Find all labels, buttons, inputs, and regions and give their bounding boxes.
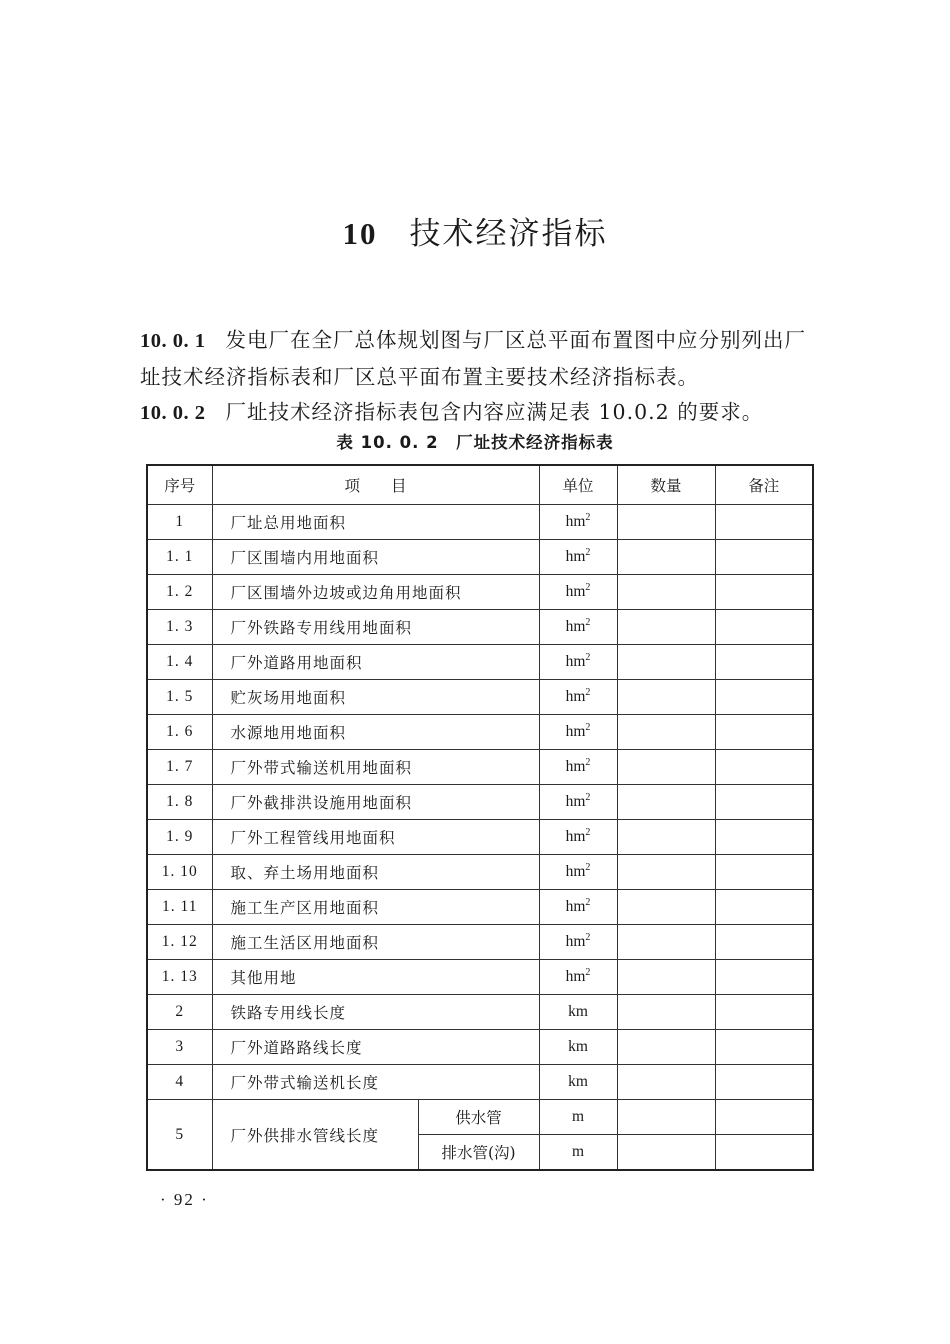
row-item: 其他用地 (212, 960, 539, 995)
row-remark (715, 715, 813, 750)
row-seq: 1. 2 (147, 575, 212, 610)
row-item: 厂外工程管线用地面积 (212, 820, 539, 855)
chapter-name: 技术经济指标 (409, 216, 608, 252)
row-item: 铁路专用线长度 (212, 995, 539, 1030)
unit-superscript: 2 (585, 722, 591, 734)
row-item: 厂外带式输送机用地面积 (212, 750, 539, 785)
row-seq: 1. 12 (147, 925, 212, 960)
unit-text: hm (565, 863, 586, 881)
row-unit (539, 1030, 617, 1065)
unit-superscript: 2 (585, 512, 591, 524)
row-unit (539, 1065, 617, 1100)
row-item: 厂外道路用地面积 (212, 645, 539, 680)
row-subitem: 排水管(沟) (418, 1135, 539, 1171)
row-seq: 4 (147, 1065, 212, 1100)
row-unit (539, 540, 617, 575)
row-remark (715, 855, 813, 890)
row-item: 厂区围墙内用地面积 (212, 540, 539, 575)
clause-number: 10. 0. 1 (140, 330, 206, 352)
row-remark (715, 1100, 813, 1135)
row-quantity (617, 785, 715, 820)
row-quantity (617, 715, 715, 750)
row-seq: 1. 1 (147, 540, 212, 575)
unit-superscript: 2 (585, 652, 591, 664)
row-quantity (617, 1100, 715, 1135)
table-row (147, 715, 813, 750)
row-remark (715, 925, 813, 960)
row-seq: 5 (147, 1100, 212, 1171)
table-row (147, 1030, 813, 1065)
row-remark (715, 505, 813, 540)
row-item: 施工生活区用地面积 (212, 925, 539, 960)
row-unit (539, 610, 617, 645)
table-row (147, 680, 813, 715)
unit-superscript: 2 (585, 932, 591, 944)
row-unit (539, 645, 617, 680)
row-quantity (617, 995, 715, 1030)
row-seq: 2 (147, 995, 212, 1030)
table-row (147, 540, 813, 575)
row-seq: 1. 11 (147, 890, 212, 925)
header-item: 项 目 (212, 465, 539, 505)
row-remark (715, 1065, 813, 1100)
row-quantity (617, 1065, 715, 1100)
unit-text: km (568, 1073, 588, 1090)
row-quantity (617, 1030, 715, 1065)
table-header-row (147, 465, 813, 505)
row-unit (539, 820, 617, 855)
row-item: 厂外供排水管线长度 (212, 1100, 418, 1171)
row-unit (539, 960, 617, 995)
row-unit: m (539, 1135, 617, 1171)
row-item: 厂外截排洪设施用地面积 (212, 785, 539, 820)
row-quantity (617, 540, 715, 575)
row-seq: 1. 5 (147, 680, 212, 715)
unit-superscript: 2 (585, 827, 591, 839)
unit-text: hm (565, 933, 586, 951)
unit-superscript: 2 (585, 687, 591, 699)
row-unit (539, 505, 617, 540)
unit-superscript: 2 (585, 967, 591, 979)
row-quantity (617, 505, 715, 540)
row-seq: 1. 10 (147, 855, 212, 890)
header-quantity: 数量 (617, 465, 715, 505)
row-seq: 1. 4 (147, 645, 212, 680)
clause-10-0-2 (140, 394, 815, 431)
chapter-number: 10 (342, 216, 378, 251)
row-item: 厂外铁路专用线用地面积 (212, 610, 539, 645)
row-remark (715, 785, 813, 820)
unit-text: km (568, 1038, 588, 1055)
unit-superscript: 2 (585, 617, 591, 629)
row-quantity (617, 575, 715, 610)
row-unit (539, 715, 617, 750)
unit-text: hm (565, 793, 586, 811)
unit-text: hm (565, 688, 586, 706)
row-subitem: 供水管 (418, 1100, 539, 1135)
row-item: 厂外道路路线长度 (212, 1030, 539, 1065)
row-remark (715, 750, 813, 785)
chapter-title (0, 208, 950, 253)
row-quantity (617, 1135, 715, 1171)
row-item: 水源地用地面积 (212, 715, 539, 750)
row-quantity (617, 820, 715, 855)
table-caption: 表 10. 0. 2 厂址技术经济指标表 (336, 433, 614, 452)
unit-superscript: 2 (585, 897, 591, 909)
unit-text: hm (565, 583, 586, 601)
header-remark: 备注 (715, 465, 813, 505)
unit-text: hm (565, 723, 586, 741)
row-remark (715, 1135, 813, 1171)
row-seq: 3 (147, 1030, 212, 1065)
row-quantity (617, 855, 715, 890)
row-unit: m (539, 1100, 617, 1135)
row-seq: 1. 13 (147, 960, 212, 995)
row-remark (715, 645, 813, 680)
unit-text: hm (565, 898, 586, 916)
unit-text: km (568, 1003, 588, 1020)
clause-number: 10. 0. 2 (140, 402, 206, 424)
row-quantity (617, 960, 715, 995)
unit-superscript: 2 (585, 862, 591, 874)
row-remark (715, 960, 813, 995)
row-seq: 1. 9 (147, 820, 212, 855)
table-row (147, 1100, 813, 1135)
row-unit (539, 680, 617, 715)
unit-superscript: 2 (585, 547, 591, 559)
table-row (147, 1065, 813, 1100)
table-row (147, 890, 813, 925)
row-unit (539, 995, 617, 1030)
row-unit (539, 855, 617, 890)
row-item: 厂址总用地面积 (212, 505, 539, 540)
unit-superscript: 2 (585, 582, 591, 594)
clause-text: 发电厂在全厂总体规划图与厂区总平面布置图中应分别列出厂址技术经济指标表和厂区总平面布置主要技术经济指标表。 (140, 328, 806, 389)
row-item: 厂区围墙外边坡或边角用地面积 (212, 575, 539, 610)
row-seq: 1. 8 (147, 785, 212, 820)
unit-text: hm (565, 758, 586, 776)
row-seq: 1. 7 (147, 750, 212, 785)
row-quantity (617, 750, 715, 785)
row-remark (715, 995, 813, 1030)
row-unit (539, 785, 617, 820)
table-row (147, 820, 813, 855)
table-row (147, 610, 813, 645)
unit-text: hm (565, 968, 586, 986)
row-seq: 1. 6 (147, 715, 212, 750)
table-row (147, 785, 813, 820)
clause-text: 厂址技术经济指标表包含内容应满足表 10.0.2 的要求。 (225, 400, 764, 424)
technical-economic-index-table (146, 464, 814, 1171)
unit-text: hm (565, 618, 586, 636)
page-number: · 92 · (160, 1190, 209, 1209)
unit-text: hm (565, 513, 586, 531)
unit-text: hm (565, 828, 586, 846)
unit-text: hm (565, 548, 586, 566)
row-quantity (617, 645, 715, 680)
row-item: 施工生产区用地面积 (212, 890, 539, 925)
table-row (147, 505, 813, 540)
row-quantity (617, 680, 715, 715)
row-item: 取、弃土场用地面积 (212, 855, 539, 890)
row-item: 贮灰场用地面积 (212, 680, 539, 715)
clause-10-0-1 (140, 322, 815, 395)
row-unit (539, 750, 617, 785)
row-remark (715, 575, 813, 610)
table-row (147, 750, 813, 785)
header-unit: 单位 (539, 465, 617, 505)
header-seq: 序号 (147, 465, 212, 505)
row-remark (715, 1030, 813, 1065)
table-row (147, 995, 813, 1030)
unit-superscript: 2 (585, 792, 591, 804)
row-remark (715, 540, 813, 575)
row-seq: 1 (147, 505, 212, 540)
unit-text: hm (565, 653, 586, 671)
table-row (147, 575, 813, 610)
row-unit (539, 890, 617, 925)
row-quantity (617, 890, 715, 925)
table-row (147, 645, 813, 680)
row-seq: 1. 3 (147, 610, 212, 645)
row-quantity (617, 925, 715, 960)
row-remark (715, 610, 813, 645)
row-unit (539, 575, 617, 610)
table-row (147, 960, 813, 995)
row-unit (539, 925, 617, 960)
row-remark (715, 820, 813, 855)
row-quantity (617, 610, 715, 645)
table-row (147, 855, 813, 890)
row-remark (715, 890, 813, 925)
unit-superscript: 2 (585, 757, 591, 769)
table-row (147, 925, 813, 960)
row-remark (715, 680, 813, 715)
row-item: 厂外带式输送机长度 (212, 1065, 539, 1100)
